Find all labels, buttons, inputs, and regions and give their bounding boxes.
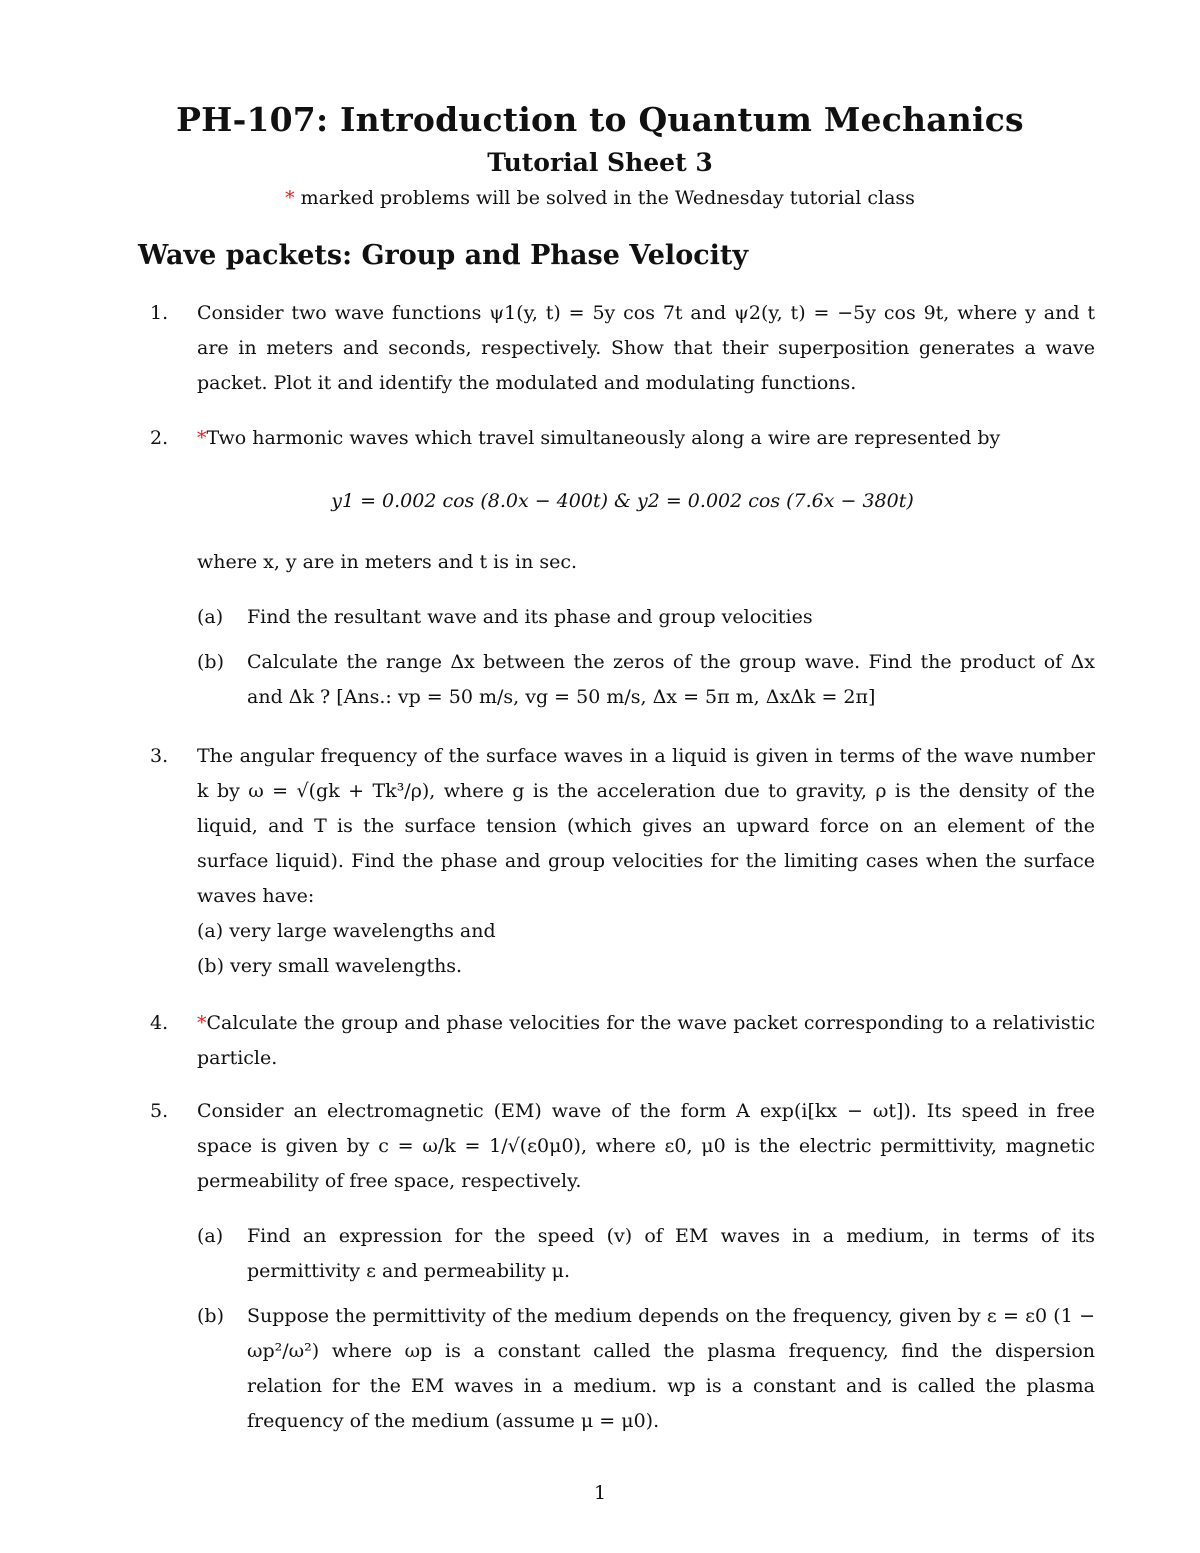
- problem-text-after: where x, y are in meters and t is in sec.: [197, 551, 578, 573]
- subproblem-text: Find the resultant wave and its phase and group velocities: [247, 606, 813, 628]
- problem-text: Consider two wave functions ψ1(y, t) = 5y cos 7t and ψ2(y, t) = −5y cos 9t, where y and t are in meters and seconds, respectively. Show that their superposition generates a wave packet. Plot it and identify the modulated and modulating functions.: [197, 302, 1095, 394]
- tutorial-note: [0, 187, 1200, 209]
- problem-number: 1.: [150, 302, 169, 324]
- star-marker: *: [197, 1012, 207, 1034]
- page-number: 1: [593, 1482, 607, 1504]
- problem-text: The angular frequency of the surface waves in a liquid is given in terms of the wave number k by ω = √(gk + Tk³/ρ), where g is the acceleration due to gravity, ρ is the density of the liquid, and T is the surface tension (which gives an upward force on an element of the surface liquid). Find the phase and group velocities for the limiting cases when the surface waves have:: [197, 745, 1095, 907]
- problem-number: 5.: [150, 1100, 169, 1122]
- subproblem-text: Calculate the range Δx between the zeros of the group wave. Find the product of Δx and Δk ? [Ans.: vp = 50 m/s, vg = 50 m/s, Δx = 5π m, ΔxΔk = 2π]: [247, 651, 1095, 708]
- subproblem-label: (a): [197, 606, 224, 628]
- subproblem-a: [197, 600, 1095, 635]
- problem-3: [150, 739, 1095, 984]
- section-title: Wave packets: Group and Phase Velocity: [138, 240, 749, 271]
- page-title: PH-107: Introduction to Quantum Mechanics: [176, 100, 1024, 139]
- problem-text: *Calculate the group and phase velocities for the wave packet corresponding to a relativistic particle.: [197, 1012, 1095, 1069]
- subproblem-b: [197, 645, 1095, 715]
- problem-text: Consider an electromagnetic (EM) wave of the form A exp(i[kx − ωt]). Its speed in free space is given by c = ω/k = 1/√(ε0μ0), where ε0, μ0 is the electric permittivity, magnetic permeability of free space, respectively.: [197, 1100, 1095, 1192]
- problem-4: [150, 1006, 1095, 1076]
- subproblem-a: [197, 1219, 1095, 1289]
- subproblem-b: [197, 1299, 1095, 1439]
- case-b: (b) very small wavelengths.: [197, 955, 463, 977]
- star-marker: *: [197, 427, 207, 449]
- subproblem-label: (a): [197, 1225, 224, 1247]
- problem-number: 3.: [150, 745, 169, 767]
- subproblem-label: (b): [197, 651, 224, 673]
- note-text: marked problems will be solved in the Wednesday tutorial class: [294, 187, 915, 209]
- case-a: (a) very large wavelengths and: [197, 920, 496, 942]
- problem-5: [150, 1094, 1095, 1439]
- page-subtitle: Tutorial Sheet 3: [487, 148, 713, 177]
- problem-text: *Two harmonic waves which travel simultaneously along a wire are represented by: [197, 427, 1001, 449]
- problem-1: [150, 296, 1095, 401]
- subproblem-text: Find an expression for the speed (v) of EM waves in a medium, in terms of its permittivity ε and permeability μ.: [247, 1225, 1095, 1282]
- subproblem-text: Suppose the permittivity of the medium depends on the frequency, given by ε = ε0 (1 − ωp²/ω²) where ωp is a constant called the plasma frequency, find the dispersion relation for the EM waves in a medium. wp is a constant and is called the plasma frequency of the medium (assume μ = μ0).: [247, 1305, 1095, 1432]
- problem-number: 2.: [150, 427, 169, 449]
- star-marker: *: [285, 187, 295, 209]
- subproblem-label: (b): [197, 1305, 224, 1327]
- wave-equations: y1 = 0.002 cos (8.0x − 400t) & y2 = 0.002 cos (7.6x − 380t): [331, 490, 914, 512]
- problem-number: 4.: [150, 1012, 169, 1034]
- problem-2: [150, 421, 1095, 715]
